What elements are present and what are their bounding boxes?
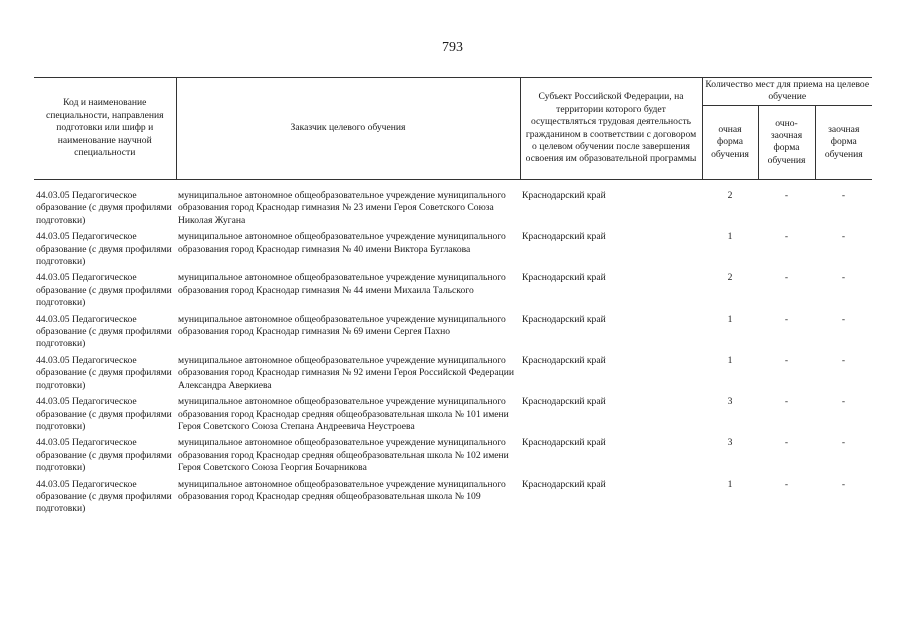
cell-part-time: - bbox=[784, 437, 789, 449]
cell-full-time: 1 bbox=[727, 354, 733, 366]
header-full-time: очная форма обучения bbox=[702, 105, 758, 179]
table-row bbox=[34, 355, 872, 396]
cell-full-time: 3 bbox=[727, 396, 733, 408]
cell-part-time: - bbox=[784, 231, 789, 243]
cell-specialty: 44.03.05 Педагогическое образование (с двумя профилями подготовки) bbox=[36, 272, 172, 309]
table-row bbox=[34, 190, 872, 231]
cell-customer: муниципальное автономное общеобразовательное учреждение муниципального образования город Краснодар гимназия № 44 имени Михаила Тальского bbox=[178, 272, 506, 296]
table-row bbox=[34, 231, 872, 272]
table-row bbox=[34, 396, 872, 437]
header-part-time: очно-заочная форма обучения bbox=[758, 105, 815, 179]
cell-part-time: - bbox=[784, 478, 789, 490]
cell-extramural: - bbox=[841, 231, 846, 243]
cell-customer: муниципальное автономное общеобразовательное учреждение муниципального образования город Краснодар средняя общеобразовательная школа № 109 bbox=[178, 478, 506, 502]
cell-extramural: - bbox=[841, 354, 846, 366]
cell-extramural: - bbox=[841, 272, 846, 284]
cell-region: Краснодарский край bbox=[522, 313, 606, 325]
cell-region: Краснодарский край bbox=[522, 478, 606, 490]
cell-region: Краснодарский край bbox=[522, 396, 606, 408]
table-row bbox=[34, 314, 872, 355]
cell-part-time: - bbox=[784, 354, 789, 366]
cell-specialty: 44.03.05 Педагогическое образование (с двумя профилями подготовки) bbox=[36, 190, 172, 226]
header-places-group: Количество мест для приема на целевое обучение bbox=[702, 78, 872, 106]
header-region: Субъект Российской Федерации, на территории которого будет осуществляться трудовая деятельность гражданином в соответствии с договором о целевом обучении после завершения освоения им образовательной программы bbox=[520, 78, 702, 180]
cell-extramural: - bbox=[841, 437, 846, 449]
cell-part-time: - bbox=[784, 272, 789, 284]
cell-customer: муниципальное автономное общеобразовательное учреждение муниципального образования город Краснодар гимназия № 69 имени Сергея Пахно bbox=[178, 313, 506, 338]
cell-full-time: 1 bbox=[727, 313, 733, 325]
cell-specialty: 44.03.05 Педагогическое образование (с двумя профилями подготовки) bbox=[36, 396, 172, 432]
cell-full-time: 2 bbox=[727, 272, 733, 284]
cell-customer: муниципальное автономное общеобразовательное учреждение муниципального образования город Краснодар средняя общеобразовательная школа № 102 имени Героя Советского Союза Георгия Бочарникова bbox=[178, 437, 509, 474]
cell-extramural: - bbox=[841, 396, 846, 408]
cell-region: Краснодарский край bbox=[522, 354, 606, 366]
table-row bbox=[34, 272, 872, 313]
cell-full-time: 2 bbox=[727, 190, 733, 201]
cell-full-time: 3 bbox=[727, 437, 733, 449]
cell-full-time: 1 bbox=[727, 478, 733, 490]
cell-region: Краснодарский край bbox=[522, 437, 606, 449]
cell-specialty: 44.03.05 Педагогическое образование (с двумя профилями подготовки) bbox=[36, 478, 172, 515]
cell-region: Краснодарский край bbox=[522, 272, 606, 284]
cell-customer: муниципальное автономное общеобразовательное учреждение муниципального образования город Краснодар гимназия № 23 имени Героя Советского Союза Николая Жугана bbox=[178, 190, 506, 226]
page-number: 793 bbox=[442, 40, 463, 55]
cell-specialty: 44.03.05 Педагогическое образование (с двумя профилями подготовки) bbox=[36, 437, 172, 474]
cell-part-time: - bbox=[784, 190, 789, 201]
table-body bbox=[34, 180, 872, 520]
cell-extramural: - bbox=[841, 313, 846, 325]
header-customer: Заказчик целевого обучения bbox=[176, 78, 520, 180]
cell-extramural: - bbox=[841, 190, 846, 201]
table-row bbox=[34, 437, 872, 478]
header-specialty: Код и наименование специальности, направления подготовки или шифр и наименование научной специальности bbox=[34, 78, 176, 180]
cell-customer: муниципальное автономное общеобразовательное учреждение муниципального образования город Краснодар средняя общеобразовательная школа № 101 имени Героя Советского Союза Степана Андреевича Неустроева bbox=[178, 396, 509, 432]
admission-table bbox=[34, 77, 872, 520]
cell-part-time: - bbox=[784, 396, 789, 408]
header-extramural: заочная форма обучения bbox=[815, 105, 872, 179]
cell-specialty: 44.03.05 Педагогическое образование (с двумя профилями подготовки) bbox=[36, 231, 172, 268]
cell-region: Краснодарский край bbox=[522, 231, 606, 243]
cell-region: Краснодарский край bbox=[522, 190, 606, 201]
cell-extramural: - bbox=[841, 478, 846, 490]
cell-customer: муниципальное автономное общеобразовательное учреждение муниципального образования город Краснодар гимназия № 40 имени Виктора Буглакова bbox=[178, 231, 506, 255]
cell-customer: муниципальное автономное общеобразовательное учреждение муниципального образования город Краснодар гимназия № 92 имени Героя Российской Федерации Александра Аверкиева bbox=[178, 354, 515, 391]
cell-part-time: - bbox=[784, 313, 789, 325]
cell-full-time: 1 bbox=[727, 231, 733, 243]
cell-specialty: 44.03.05 Педагогическое образование (с двумя профилями подготовки) bbox=[36, 354, 172, 391]
cell-specialty: 44.03.05 Педагогическое образование (с двумя профилями подготовки) bbox=[36, 313, 172, 350]
table-row bbox=[34, 479, 872, 520]
